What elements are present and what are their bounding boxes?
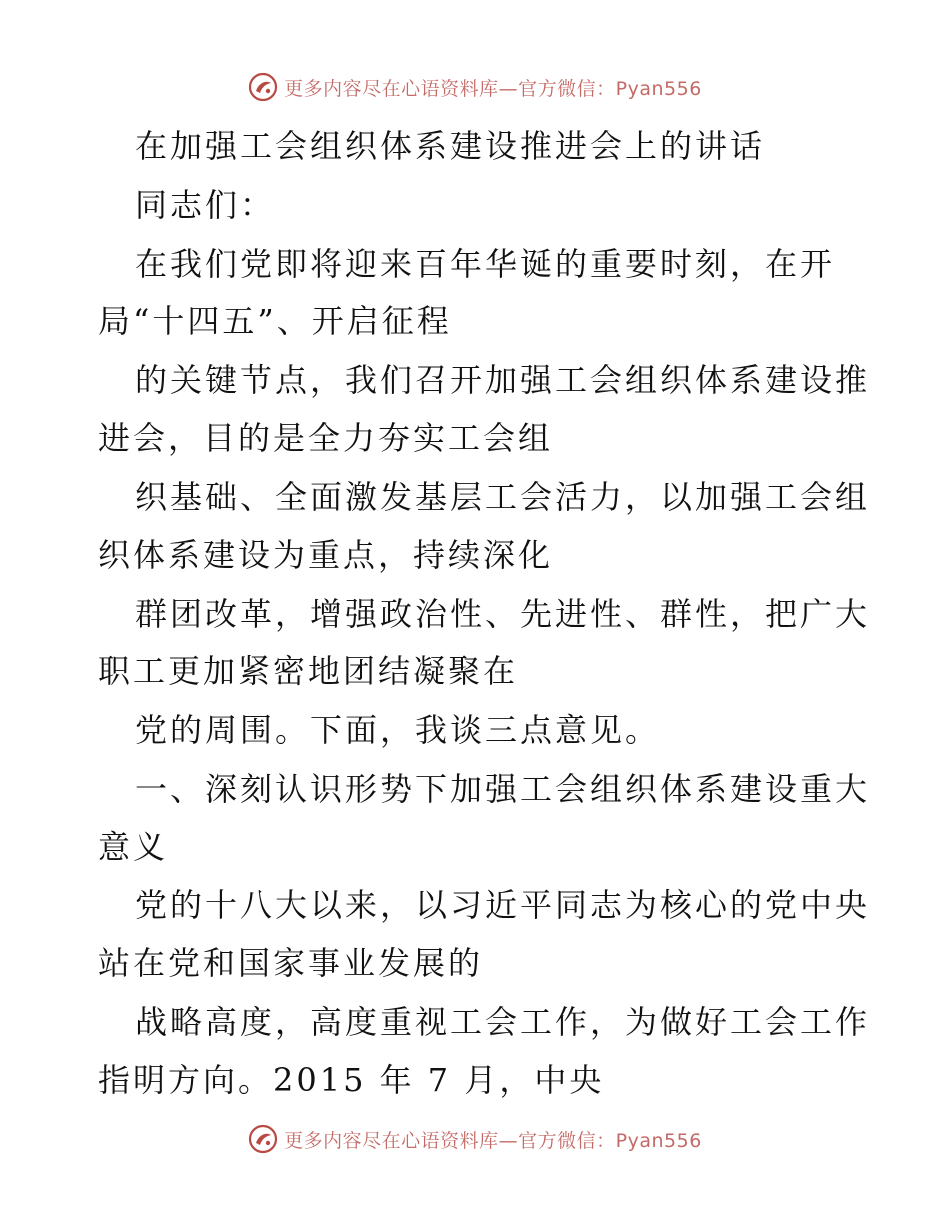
section-heading: 意义 [98,828,169,866]
document-title: 在加强工会组织体系建设推进会上的讲话 [135,127,766,165]
paragraph-line: 的关键节点，我们召开加强工会组织体系建设推 [135,361,871,399]
paragraph-line: 党的十八大以来，以习近平同志为核心的党中央 [135,886,871,924]
paragraph-line: 局“十四五”、开启征程 [98,302,452,340]
watermark-text: 更多内容尽在心语资料库—官方微信：Pyan556 [284,77,702,100]
paragraph-line: 织体系建设为重点，持续深化 [98,536,554,574]
paragraph-line: 职工更加紧密地团结凝聚在 [98,652,519,690]
watermark-text: 更多内容尽在心语资料库—官方微信：Pyan556 [284,1129,702,1152]
section-heading: 一、深刻认识形势下加强工会组织体系建设重大 [135,770,871,808]
paragraph-line: 战略高度，高度重视工会工作，为做好工会工作 [135,1003,871,1041]
brand-logo-icon [248,72,278,102]
salutation: 同志们： [135,186,276,224]
paragraph-line: 站在党和国家事业发展的 [98,944,484,982]
header-watermark [0,72,950,102]
paragraph-line: 指明方向。2015 年 7 月，中央 [98,1061,605,1099]
paragraph-line: 党的周围。下面，我谈三点意见。 [135,711,661,749]
paragraph-line: 在我们党即将迎来百年华诞的重要时刻，在开 [135,245,836,283]
paragraph-line: 群团改革，增强政治性、先进性、群性，把广大 [135,595,871,633]
brand-logo-icon [248,1124,278,1154]
paragraph-line: 进会，目的是全力夯实工会组 [98,419,554,457]
footer-watermark [0,1124,950,1154]
paragraph-line: 织基础、全面激发基层工会活力，以加强工会组 [135,478,871,516]
